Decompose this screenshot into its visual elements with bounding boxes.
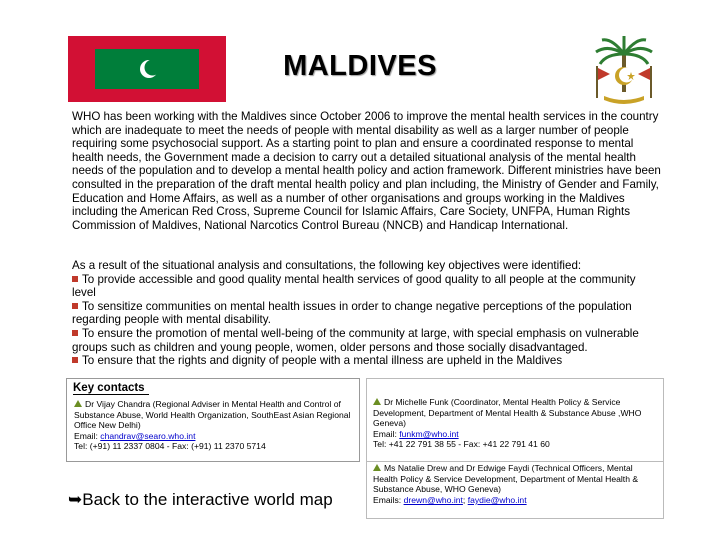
objectives-lead: As a result of the situational analysis and consultations, the following key objectives were identified: [72, 259, 582, 272]
bullet-square-icon [72, 330, 78, 336]
objective-item: To sensitize communities on mental health issues in order to change negative perceptions of the population regarding people with mental disability. [72, 299, 632, 327]
email-link-drew[interactable]: drewn@who.int [403, 494, 463, 505]
contact-michelle-funk: Dr Michelle Funk (Coordinator, Mental Health Policy & Service Development, Department of Mental Health & Substance Abuse ,WHO Geneva) Email: funkm@who.int Tel: +41 22 791 38 55 - Fax: +41 22 791 41 60 [373, 397, 642, 450]
objective-item: To provide accessible and good quality mental health services of good quality to all people at the community level [72, 272, 636, 300]
bullet-square-icon [72, 276, 78, 282]
page-title: MALDIVES [283, 50, 437, 82]
objectives-section [72, 259, 662, 368]
email-link-chandra[interactable]: chandrav@searo.who.int [100, 430, 196, 441]
intro-section [72, 110, 662, 238]
objective-item: To ensure that the rights and dignity of people with a mental illness are upheld in the Maldives [72, 354, 662, 368]
objective-item: To ensure the promotion of mental well-being of the community at large, with special emphasis on vulnerable groups such as children and young people, women, older persons and those socially disadvantaged. [72, 326, 639, 354]
person-triangle-icon [373, 464, 381, 471]
maldives-flag [68, 36, 226, 102]
back-link-label: Back to the interactive world map [82, 490, 333, 509]
contact-drew-faydi: Ms Natalie Drew and Dr Edwige Faydi (Technical Officers, Mental Health Policy & Service Development, Department of Mental Health & Substance Abuse, WHO Geneva) Emails: drewn@who.int; faydie@who.int [373, 463, 639, 505]
arrow-icon: ➥ [68, 490, 83, 509]
email-link-funk[interactable]: funkm@who.int [399, 428, 459, 439]
bullet-square-icon [72, 357, 78, 363]
key-contacts-title: Key contacts [73, 382, 149, 395]
intro-paragraph: WHO has been working with the Maldives since October 2006 to improve the mental health services in the country which are inadequate to meet the needs of people with mental disability as well as a larger number of people requiring some psychosocial support. As a starting point to plan and ensure a coordinated response to mental health needs, the Government made a decision to carry out a detailed situational analysis of the mental health needs of the population and to develop a mental health policy and action framework. Different ministries have been consulted in the preparation of the draft mental health policy and plan including, the Ministry of Gender and Family, Education and Home Affairs, as well as a number of other organisations and groups working in the Maldives including the American Red Cross, Supreme Council for Islamic Affairs, Care Society, UNFPA, Human Rights Commission of Maldives, National Narcotics Control Bureau (NNCB) and Handicap International. [72, 110, 661, 232]
person-triangle-icon [373, 398, 381, 405]
contact-vijay-chandra: Dr Vijay Chandra (Regional Adviser in Mental Health and Control of Substance Abuse, World Health Organization, SouthEast Asian Regional Office New Delhi) Email: chandrav@searo.who.int Tel: (+91) 11 2337 0804 - Fax: (+91) 11 2370 5714 [74, 399, 351, 452]
back-to-world-map-link[interactable] [68, 490, 333, 510]
crescent-icon [68, 36, 226, 102]
bullet-square-icon [72, 303, 78, 309]
national-emblem-icon [588, 36, 660, 108]
person-triangle-icon [74, 400, 82, 407]
email-link-faydi[interactable]: faydie@who.int [467, 494, 527, 505]
